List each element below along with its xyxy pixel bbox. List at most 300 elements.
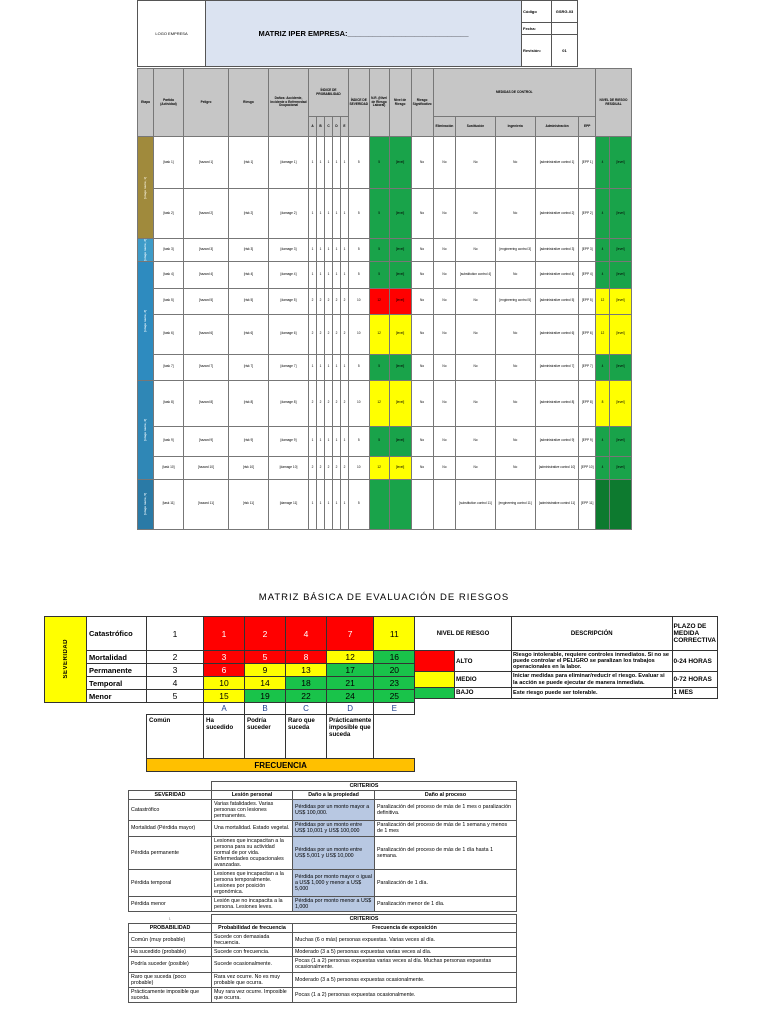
cell-residual-level: [level] (610, 239, 632, 262)
cell-index-value: 1 (309, 189, 317, 239)
stage-name: [stage name, 3] (142, 309, 147, 332)
cell-sig: No (411, 261, 433, 288)
criteria-cell: Pérdidas por un monto mayor a US$ 100,000. (293, 800, 375, 821)
cell-index-value: 10 (349, 380, 370, 426)
cell-index-value: 1 (333, 261, 341, 288)
matrix-cell: 20 (374, 664, 415, 677)
cell-index-value: 2 (341, 456, 349, 479)
cell-riesgo: [risk 10] (229, 456, 269, 479)
cell-index-value: 1 (341, 426, 349, 456)
cell-index-value: 2 (333, 456, 341, 479)
iper-row (138, 137, 632, 189)
cell-index-value: 5 (349, 261, 370, 288)
cell-index-value: 5 (349, 137, 370, 189)
frequency-letter: D (327, 703, 374, 715)
frequency-name: Raro que suceda (286, 715, 327, 759)
iper-matrix (137, 68, 632, 530)
cell-index-value: 1 (325, 354, 333, 380)
description-header: DESCRIPCIÓN (512, 617, 673, 651)
cell-index-value: 2 (341, 314, 349, 354)
severity-criteria-row (129, 897, 517, 912)
cell-index-value: 1 (317, 479, 325, 529)
cell-index-value: 2 (341, 380, 349, 426)
cell-residual-level: [level] (610, 288, 632, 314)
probability-criteria-row (129, 948, 517, 957)
criteria-cell: Pérdida por monto menor a US$ 1,000 (293, 897, 375, 912)
cell-sig (411, 479, 433, 529)
frequency-letter: C (286, 703, 327, 715)
risk-deadline: 1 MES (672, 687, 718, 698)
cell-index-value: 2 (309, 314, 317, 354)
cell-epp: [EPP 7] (579, 354, 596, 380)
cell-elim: No (433, 456, 456, 479)
cell-risk-level (389, 479, 411, 529)
matrix-cell: 4 (286, 617, 327, 651)
cell-riesgo: [risk 7] (229, 354, 269, 380)
cell-elim: No (433, 314, 456, 354)
cell-adm: [administrative control 1] (535, 137, 579, 189)
criteria-cell: Paralización del proceso de más de 1 semana y menos de 1 mes (375, 821, 517, 836)
frequency-bar-row (45, 759, 415, 772)
cell-peligro: [hazard 11] (184, 479, 229, 529)
probability-col-b: B (317, 117, 325, 137)
cell-sust: No (456, 239, 495, 262)
criteria-cell: Paralización del proceso de más de 1 mes o paralización definitiva. (375, 800, 517, 821)
frequency-letter: A (204, 703, 245, 715)
stage-name: [stage name, 5] (142, 493, 147, 516)
personal-injury-header: Lesión personal (212, 791, 293, 800)
cell-risk-level: [level] (389, 189, 411, 239)
cell-index-value: 1 (341, 261, 349, 288)
cell-index-value: 1 (325, 137, 333, 189)
cell-danos: [damage 8] (269, 380, 309, 426)
cell-riesgo: [risk 5] (229, 288, 269, 314)
cell-risk-level: [level] (389, 354, 411, 380)
cell-residual-number: 4 (596, 261, 610, 288)
hazard-header: Peligro (184, 69, 229, 137)
probability-index-header: ÍNDICE DE PROBABILIDAD (309, 69, 349, 117)
cell-index-value: 2 (341, 288, 349, 314)
cell-sig: No (411, 239, 433, 262)
cell-ing: [engineering control 5] (495, 288, 535, 314)
probability-col-header: PROBABILIDAD (129, 924, 212, 933)
frequency-letter: B (245, 703, 286, 715)
cell-index-value: 1 (309, 239, 317, 262)
criteria-cell: Paralización de 1 día. (375, 869, 517, 896)
severity-col-header: SEVERIDAD (129, 791, 212, 800)
cell-peligro: [hazard 3] (184, 239, 229, 262)
stage-cell (138, 261, 154, 380)
cell-risk-number: 5 (369, 137, 389, 189)
cell-index-value: 1 (341, 189, 349, 239)
cell-index-value: 1 (317, 261, 325, 288)
cell-ing: No (495, 426, 535, 456)
cell-risk-level: [level] (389, 426, 411, 456)
matrix-cell: 14 (245, 677, 286, 690)
cell-adm: [administrative control 7] (535, 354, 579, 380)
damage-header: Daños: Accidente, Incidente o Enfermedad Ocupacional (269, 69, 309, 137)
probability-col-e: E (341, 117, 349, 137)
cell-riesgo: [risk 6] (229, 314, 269, 354)
cell-index-value: 2 (325, 288, 333, 314)
cell-index-value: 1 (333, 426, 341, 456)
matrix-cell: 25 (374, 690, 415, 703)
frequency-letter-row (45, 703, 415, 715)
probability-criteria-row (129, 972, 517, 987)
severity-criteria-table (128, 781, 517, 912)
severity-criteria-row (129, 836, 517, 869)
cell-ing: No (495, 189, 535, 239)
criteria-cell: Común (muy probable) (129, 933, 212, 948)
cell-index-value: 2 (333, 380, 341, 426)
cell-peligro: [hazard 4] (184, 261, 229, 288)
severity-name: Menor (87, 690, 147, 703)
cell-residual-level: [level] (610, 137, 632, 189)
stage-name: [stage name, 2] (142, 239, 147, 261)
stage-name: [stage name, 4] (142, 418, 147, 441)
criteria-cell: Ha sucedido (probable) (129, 948, 212, 957)
severity-number: 3 (147, 664, 204, 677)
frequency-letter: E (374, 703, 415, 715)
cell-epp: [EPP 9] (579, 426, 596, 456)
stage-cell (138, 239, 154, 262)
cell-sust: No (456, 288, 495, 314)
cell-adm: [administrative control 6] (535, 314, 579, 354)
iper-row (138, 426, 632, 456)
cell-partida: [task 3] (154, 239, 184, 262)
cell-adm: [administrative control 5] (535, 288, 579, 314)
cell-residual-number (596, 479, 610, 529)
cell-danos: [damage 1] (269, 137, 309, 189)
cell-peligro: [hazard 1] (184, 137, 229, 189)
cell-riesgo: [risk 8] (229, 380, 269, 426)
criteria-cell: Pérdida temporal (129, 869, 212, 896)
cell-index-value: 1 (309, 354, 317, 380)
cell-index-value: 1 (333, 479, 341, 529)
matrix-cell: 5 (245, 651, 286, 664)
cell-adm: [administrative control 8] (535, 380, 579, 426)
criteria-cell: Podría suceder (posible) (129, 957, 212, 972)
cell-index-value: 5 (349, 189, 370, 239)
cell-residual-number: 4 (596, 137, 610, 189)
severity-index-header: ÍNDICE DE SEVERIDAD (349, 69, 370, 137)
cell-index-value: 1 (333, 354, 341, 380)
cell-partida: [task 1] (154, 137, 184, 189)
criteria-cell: Muy rara vez ocurre. Imposible que ocurra. (212, 987, 293, 1002)
activity-header: Partida (Actividad) (154, 69, 184, 137)
cell-sig: No (411, 456, 433, 479)
cell-index-value: 2 (309, 456, 317, 479)
cell-epp: [EPP 8] (579, 380, 596, 426)
cell-index-value: 5 (349, 239, 370, 262)
matrix-cell: 21 (327, 677, 374, 690)
iper-row (138, 456, 632, 479)
cell-ing: No (495, 137, 535, 189)
cell-partida: [task 5] (154, 288, 184, 314)
cell-sust: No (456, 456, 495, 479)
cell-sust: [substitution control 11] (456, 479, 495, 529)
matrix-cell: 8 (286, 651, 327, 664)
criteria-cell: Sucede con demasiada frecuencia. (212, 933, 293, 948)
cell-index-value: 1 (341, 479, 349, 529)
cell-index-value: 1 (309, 261, 317, 288)
cell-index-value: 2 (325, 456, 333, 479)
cell-risk-number: 5 (369, 261, 389, 288)
cell-sust: No (456, 137, 495, 189)
cell-index-value: 5 (349, 426, 370, 456)
meta-value-code: GSRG-03 (552, 1, 578, 23)
matrix-cell: 17 (327, 664, 374, 677)
cell-index-value: 1 (317, 354, 325, 380)
severity-criteria-row (129, 821, 517, 836)
cell-elim (433, 479, 456, 529)
criteria-cell: Pérdida permanente (129, 836, 212, 869)
control-col-1: Sustitución (456, 117, 495, 137)
matrix-cell: 13 (286, 664, 327, 677)
criteria-cell: Muchas (6 o más) personas expuestas. Varias veces al día. (293, 933, 517, 948)
cell-peligro: [hazard 8] (184, 380, 229, 426)
severity-number: 2 (147, 651, 204, 664)
probability-criteria-row (129, 957, 517, 972)
cell-ing: No (495, 456, 535, 479)
significant-header: Riesgo Significativo (411, 69, 433, 137)
cell-sig: No (411, 189, 433, 239)
cell-residual-level: [level] (610, 314, 632, 354)
cell-danos: [damage 7] (269, 354, 309, 380)
severity-axis-text: SEVERIDAD (62, 638, 69, 679)
severity-row (45, 617, 415, 651)
risk-color-swatch (415, 687, 455, 698)
iper-row (138, 479, 632, 529)
cell-peligro: [hazard 6] (184, 314, 229, 354)
frequency-probability-header: Probabilidad de frecuencia (212, 924, 293, 933)
severity-criteria-row (129, 800, 517, 821)
criteria-cell: Paralización del proceso de más de 1 día hasta 1 semana. (375, 836, 517, 869)
cell-partida: [task 6] (154, 314, 184, 354)
cell-index-value: 1 (325, 189, 333, 239)
cell-elim: No (433, 261, 456, 288)
cell-sig: No (411, 288, 433, 314)
criteria-cell: Pocas (1 a 2) personas expuestas ocasionalmente. (293, 987, 517, 1002)
cell-epp: [EPP 10] (579, 456, 596, 479)
cell-adm: [administrative control 11] (535, 479, 579, 529)
cell-index-value: 1 (325, 239, 333, 262)
risk-deadline: 0-72 HORAS (672, 672, 718, 687)
cell-index-value: 2 (317, 380, 325, 426)
cell-index-value: 1 (333, 189, 341, 239)
probability-col-a: A (309, 117, 317, 137)
criteria-cell: Moderado (3 a 5) personas expuestas ocasionalmente. (293, 972, 517, 987)
cell-danos: [damage 9] (269, 426, 309, 456)
cell-residual-level: [level] (610, 426, 632, 456)
severity-row (45, 664, 415, 677)
cell-sig: No (411, 314, 433, 354)
control-col-3: Administración (535, 117, 579, 137)
control-col-4: EPP (579, 117, 596, 137)
iper-header-row (138, 69, 632, 117)
matrix-cell: 12 (327, 651, 374, 664)
cell-index-value: 1 (317, 426, 325, 456)
cell-risk-level: [level] (389, 261, 411, 288)
cell-risk-number: 12 (369, 314, 389, 354)
cell-residual-level: [level] (610, 189, 632, 239)
cell-risk-level: [level] (389, 456, 411, 479)
matrix-cell: 11 (374, 617, 415, 651)
cell-partida: [task 8] (154, 380, 184, 426)
criteria-cell: Rara vez ocurre. No es muy probable que ocurra. (212, 972, 293, 987)
cell-index-value: 1 (317, 189, 325, 239)
iper-row (138, 189, 632, 239)
cell-epp: [EPP 11] (579, 479, 596, 529)
cell-risk-number: 12 (369, 456, 389, 479)
cell-ing: [engineering control 11] (495, 479, 535, 529)
criteria-cell: Paralización menor de 1 día. (375, 897, 517, 912)
frequency-axis-label: FRECUENCIA (147, 759, 415, 772)
risk-level-header: Nivel de Riesgo (389, 69, 411, 137)
probability-criteria-table (128, 914, 517, 1003)
cell-elim: No (433, 189, 456, 239)
severity-name: Catastrófico (87, 617, 147, 651)
severity-criteria-row (129, 869, 517, 896)
meta-label-revision: Revisión: (522, 35, 552, 67)
matrix-cell: 2 (245, 617, 286, 651)
matrix-cell: 9 (245, 664, 286, 677)
cell-sust: No (456, 354, 495, 380)
cell-index-value: 2 (317, 314, 325, 354)
risk-description: Este riesgo puede ser tolerable. (512, 687, 673, 698)
risk-level-name: ALTO (455, 651, 512, 672)
matrix-cell: 22 (286, 690, 327, 703)
cell-index-value: 2 (325, 314, 333, 354)
cell-partida: [task 10] (154, 456, 184, 479)
cell-adm: [administrative control 9] (535, 426, 579, 456)
cell-ing: No (495, 314, 535, 354)
cell-risk-level: [level] (389, 288, 411, 314)
cell-elim: No (433, 380, 456, 426)
control-col-0: Eliminación (433, 117, 456, 137)
cell-risk-level: [level] (389, 314, 411, 354)
cell-risk-level: [level] (389, 380, 411, 426)
criteria-cell: Lesiones que incapacitan a la persona temporalmente. Lesiones por posición ergonómica. (212, 869, 293, 896)
cell-index-value: 1 (341, 239, 349, 262)
cell-epp: [EPP 1] (579, 137, 596, 189)
cell-adm: [administrative control 4] (535, 261, 579, 288)
criteria-title: CRITERIOS (212, 915, 517, 924)
cell-risk-number: 5 (369, 189, 389, 239)
etapa-header: Etapa (138, 69, 154, 137)
cell-index-value: 1 (341, 137, 349, 189)
criteria-title: CRITERIOS (212, 782, 517, 791)
matrix-cell: 10 (204, 677, 245, 690)
cell-residual-level: [level] (610, 380, 632, 426)
cell-epp: [EPP 4] (579, 261, 596, 288)
probability-col-c: C (325, 117, 333, 137)
risk-level-name: BAJO (455, 687, 512, 698)
cell-riesgo: [risk 4] (229, 261, 269, 288)
cell-index-value: 1 (309, 137, 317, 189)
risk-level-header: NIVEL DE RIESGO (415, 617, 512, 651)
cell-risk-number: 5 (369, 354, 389, 380)
matrix-cell: 1 (204, 617, 245, 651)
cell-index-value: 10 (349, 314, 370, 354)
stage-cell (138, 137, 154, 239)
control-col-2: Ingeniería (495, 117, 535, 137)
property-damage-header: Daño a la propiedad (293, 791, 375, 800)
criteria-cell: Lesiones que incapacitan a la persona para su actividad normal de por vida. Enfermedades ocupacionales avanzadas. (212, 836, 293, 869)
cell-sig: No (411, 354, 433, 380)
cell-index-value: 1 (325, 261, 333, 288)
cell-peligro: [hazard 10] (184, 456, 229, 479)
criteria-cell: Prácticamente imposible que suceda. (129, 987, 212, 1002)
criteria-cell: Una mortalidad. Estado vegetal. (212, 821, 293, 836)
cell-peligro: [hazard 9] (184, 426, 229, 456)
stage-name: [stage name, 1] (142, 176, 147, 199)
criteria-corner-mark: 1 (168, 915, 171, 921)
frequency-name-row (45, 715, 415, 759)
cell-peligro: [hazard 2] (184, 189, 229, 239)
cell-index-value: 1 (317, 137, 325, 189)
criteria-cell: Pérdida menor (129, 897, 212, 912)
cell-sust: No (456, 380, 495, 426)
cell-index-value: 5 (349, 354, 370, 380)
cell-index-value: 2 (333, 314, 341, 354)
stage-cell (138, 479, 154, 529)
cell-residual-level: [level] (610, 354, 632, 380)
cell-index-value: 1 (325, 479, 333, 529)
residual-risk-header: NIVEL DE RIESGO RESIDUAL (596, 69, 632, 137)
meta-value-date (552, 23, 578, 35)
cell-danos: [damage 2] (269, 189, 309, 239)
criteria-cell: Pérdidas por un monto entre US$ 5,001 y US$ 10,000 (293, 836, 375, 869)
cell-residual-level (610, 479, 632, 529)
iper-row (138, 261, 632, 288)
cell-index-value: 2 (317, 288, 325, 314)
cell-epp: [EPP 5] (579, 288, 596, 314)
risk-deadline: 0-24 HORAS (672, 651, 718, 672)
cell-risk-level: [level] (389, 137, 411, 189)
cell-riesgo: [risk 11] (229, 479, 269, 529)
severity-number: 1 (147, 617, 204, 651)
cell-index-value: 2 (309, 288, 317, 314)
cell-index-value: 10 (349, 456, 370, 479)
matrix-cell: 18 (286, 677, 327, 690)
cell-risk-level: [level] (389, 239, 411, 262)
risk-color-swatch (415, 651, 455, 672)
cell-danos: [damage 6] (269, 314, 309, 354)
cell-adm: [administrative control 3] (535, 239, 579, 262)
cell-residual-number: 8 (596, 380, 610, 426)
criteria-cell: Varias fatalidades. Varias personas con lesiones permanentes. (212, 800, 293, 821)
risk-number-header: N.R. (Nivel de Riesgo Laboral) (369, 69, 389, 137)
severity-row (45, 690, 415, 703)
matrix-cell: 24 (327, 690, 374, 703)
matrix-cell: 23 (374, 677, 415, 690)
cell-residual-level: [level] (610, 456, 632, 479)
risk-header: Riesgo (229, 69, 269, 137)
cell-index-value: 10 (349, 288, 370, 314)
cell-ing: [engineering control 3] (495, 239, 535, 262)
frequency-name: Ha sucedido (204, 715, 245, 759)
cell-index-value: 1 (325, 426, 333, 456)
cell-risk-number (369, 479, 389, 529)
cell-elim: No (433, 288, 456, 314)
risk-level-row (415, 687, 718, 698)
cell-residual-number: 4 (596, 426, 610, 456)
criteria-cell: Catastrófico (129, 800, 212, 821)
iper-row (138, 239, 632, 262)
cell-index-value: 2 (317, 456, 325, 479)
cell-riesgo: [risk 1] (229, 137, 269, 189)
